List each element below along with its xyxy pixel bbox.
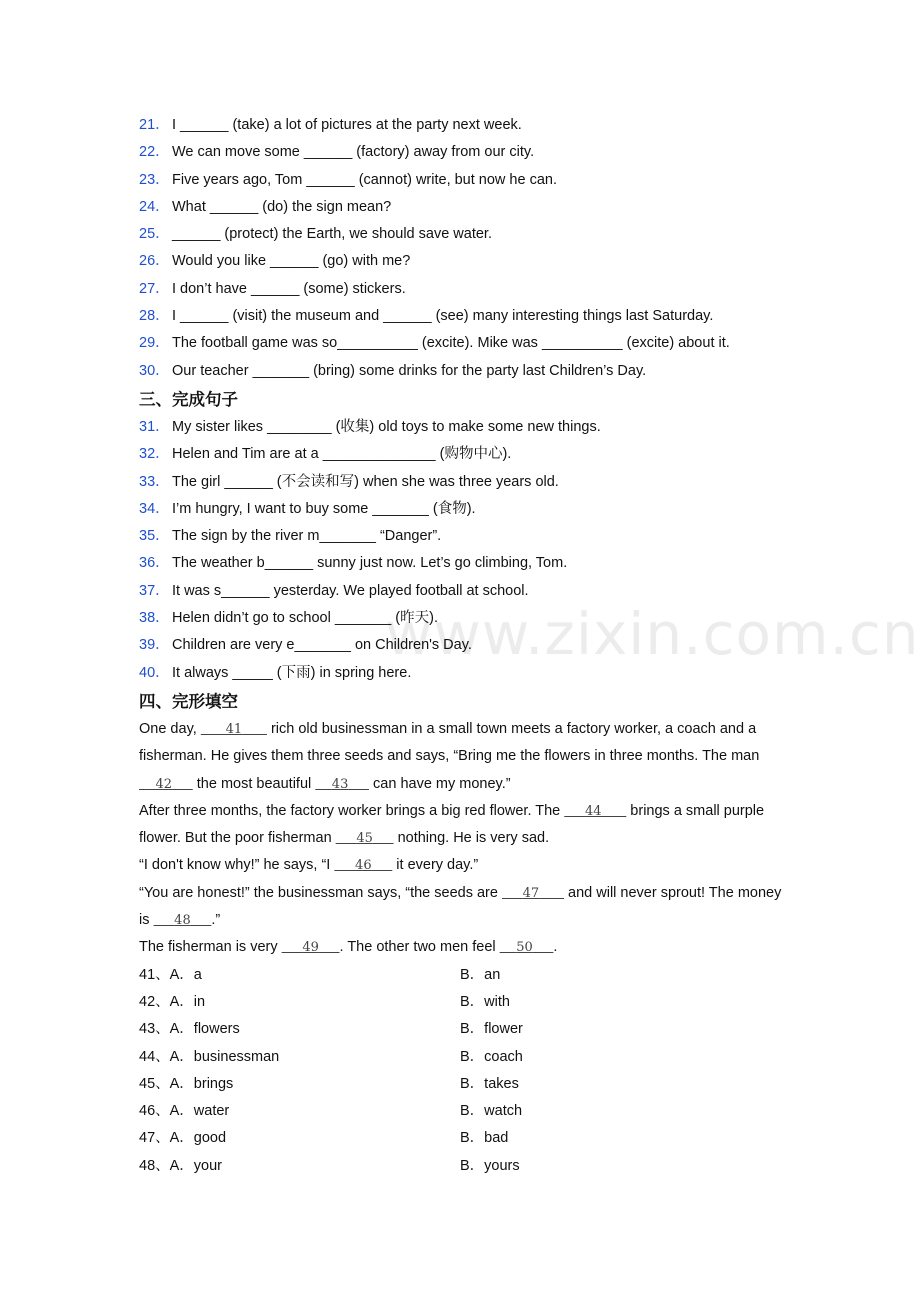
cloze-passage [139,716,784,962]
option-b[interactable]: B．bad [460,1130,509,1147]
question-number: 31． [139,418,170,435]
blank-44: 44 [584,803,602,819]
question-number: 35． [139,528,170,545]
option-a[interactable]: 46、A．water [139,1103,230,1120]
question-item [139,660,784,687]
blank-42: 42 [155,776,173,792]
question-text: It was s______ yesterday. We played football at school. [172,582,529,599]
question-text: Children are very e_______ on Children's Day. [172,637,472,654]
question-text: Would you like ______ (go) with me? [172,253,411,270]
fill-in-word-form-list [139,112,784,385]
question-number: 34． [139,500,170,517]
question-number: 24． [139,198,170,215]
watermark: www.zixin.com.cn [385,600,920,668]
question-number: 36． [139,555,170,572]
question-number: 27． [139,280,170,297]
question-text: We can move some ______ (factory) away from our city. [172,144,535,161]
blank-41: 41 [225,721,243,737]
cloze-options-list [139,962,784,1180]
passage-paragraph-5: The fisherman is very 49 . The other two men feel 50 . [139,939,558,956]
passage-paragraph-4: “You are honest!” the businessman says, “the seeds are 47 and will never sprout! The money is 48 .” [139,884,782,929]
question-item [139,414,784,441]
blank-43: 43 [331,776,349,792]
question-text: Five years ago, Tom ______ (cannot) write, but now he can. [172,171,558,188]
question-item [139,496,784,523]
question-text: Our teacher _______ (bring) some drinks for the party last Children’s Day. [172,362,647,379]
option-a[interactable]: 42、A．in [139,993,206,1010]
question-item [139,578,784,605]
question-item [139,632,784,659]
question-number: 32． [139,446,170,463]
question-text: My sister likes ________ (收集) old toys to make some new things. [172,418,601,435]
question-item [139,469,784,496]
question-item [139,276,784,303]
blank-48: 48 [174,913,191,929]
question-number: 26． [139,253,170,270]
question-item [139,139,784,166]
option-row [139,1098,784,1125]
blank-47: 47 [522,885,540,901]
option-row [139,962,784,989]
complete-sentences-list [139,414,784,687]
option-a[interactable]: 43、A．flowers [139,1021,240,1038]
option-a[interactable]: 47、A．good [139,1130,227,1147]
question-number: 38． [139,610,170,627]
question-item [139,358,784,385]
question-item [139,605,784,632]
passage-paragraph-3: “I don't know why!” he says, “I 46 it every day.” [139,857,479,874]
question-item [139,167,784,194]
question-text: The football game was so__________ (excite). Mike was __________ (excite) about it. [172,335,730,352]
question-text: The sign by the river m_______ “Danger”. [172,528,442,545]
question-number: 28． [139,308,170,325]
option-a[interactable]: 45、A．brings [139,1075,234,1092]
question-number: 40． [139,664,170,681]
option-row [139,1071,784,1098]
question-text: I ______ (visit) the museum and ______ (see) many interesting things last Saturday. [172,308,714,325]
question-text: What ______ (do) the sign mean? [172,198,392,215]
option-a[interactable]: 41、A．a [139,966,202,983]
section-4-heading: 四、完形填空 [139,691,238,711]
question-number: 22． [139,144,170,161]
option-b[interactable]: B．with [460,993,510,1010]
blank-49: 49 [302,940,319,956]
question-item [139,248,784,275]
option-row [139,989,784,1016]
option-row [139,1125,784,1152]
question-text: The girl ______ (不会读和写) when she was three years old. [172,473,559,490]
option-row [139,1044,784,1071]
passage-paragraph-1: One day, 41 rich old businessman in a small town meets a factory worker, a coach and a fisherman. He gives them three seeds and says, “Bring me the flowers in three months. The man 42 the most beautiful 43 can have my money.” [139,720,760,792]
option-row [139,1153,784,1180]
question-text: Helen and Tim are at a ______________ (购物中心). [172,446,512,463]
option-b[interactable]: B．flower [460,1021,523,1038]
question-text: Helen didn’t go to school _______ (昨天). [172,610,438,627]
question-item [139,303,784,330]
question-number: 23． [139,171,170,188]
question-item [139,330,784,357]
blank-50: 50 [516,940,533,956]
question-item [139,523,784,550]
blank-46: 46 [355,858,372,874]
option-b[interactable]: B．coach [460,1048,523,1065]
question-text: I don’t have ______ (some) stickers. [172,280,406,297]
option-b[interactable]: B．takes [460,1075,519,1092]
question-number: 30． [139,362,170,379]
section-3-heading: 三、完成句子 [139,389,238,409]
option-a[interactable]: 48、A．your [139,1157,223,1174]
question-item [139,550,784,577]
question-item [139,112,784,139]
worksheet-page [139,112,784,1180]
question-number: 37． [139,582,170,599]
question-text: ______ (protect) the Earth, we should save water. [172,226,492,243]
question-text: I ______ (take) a lot of pictures at the party next week. [172,117,522,133]
question-number: 39． [139,637,170,654]
option-b[interactable]: B．watch [460,1103,523,1120]
question-text: I’m hungry, I want to buy some _______ (食物). [172,500,476,517]
question-text: It always _____ (下雨) in spring here. [172,664,412,681]
question-text: The weather b______ sunny just now. Let’s go climbing, Tom. [172,555,568,572]
question-item [139,194,784,221]
option-b[interactable]: B．yours [460,1157,520,1174]
option-row [139,1016,784,1043]
question-item [139,221,784,248]
question-number: 33． [139,473,170,490]
question-number: 25． [139,226,170,243]
option-b[interactable]: B．an [460,966,501,983]
question-number: 29． [139,335,170,352]
question-number: 21． [139,117,170,133]
passage-paragraph-2: After three months, the factory worker brings a big red flower. The 44 brings a small purple flower. But the poor fisherman 45 nothing. He is very sad. [139,802,765,847]
blank-45: 45 [356,831,373,847]
option-a[interactable]: 44、A．businessman [139,1048,280,1065]
question-item [139,441,784,468]
